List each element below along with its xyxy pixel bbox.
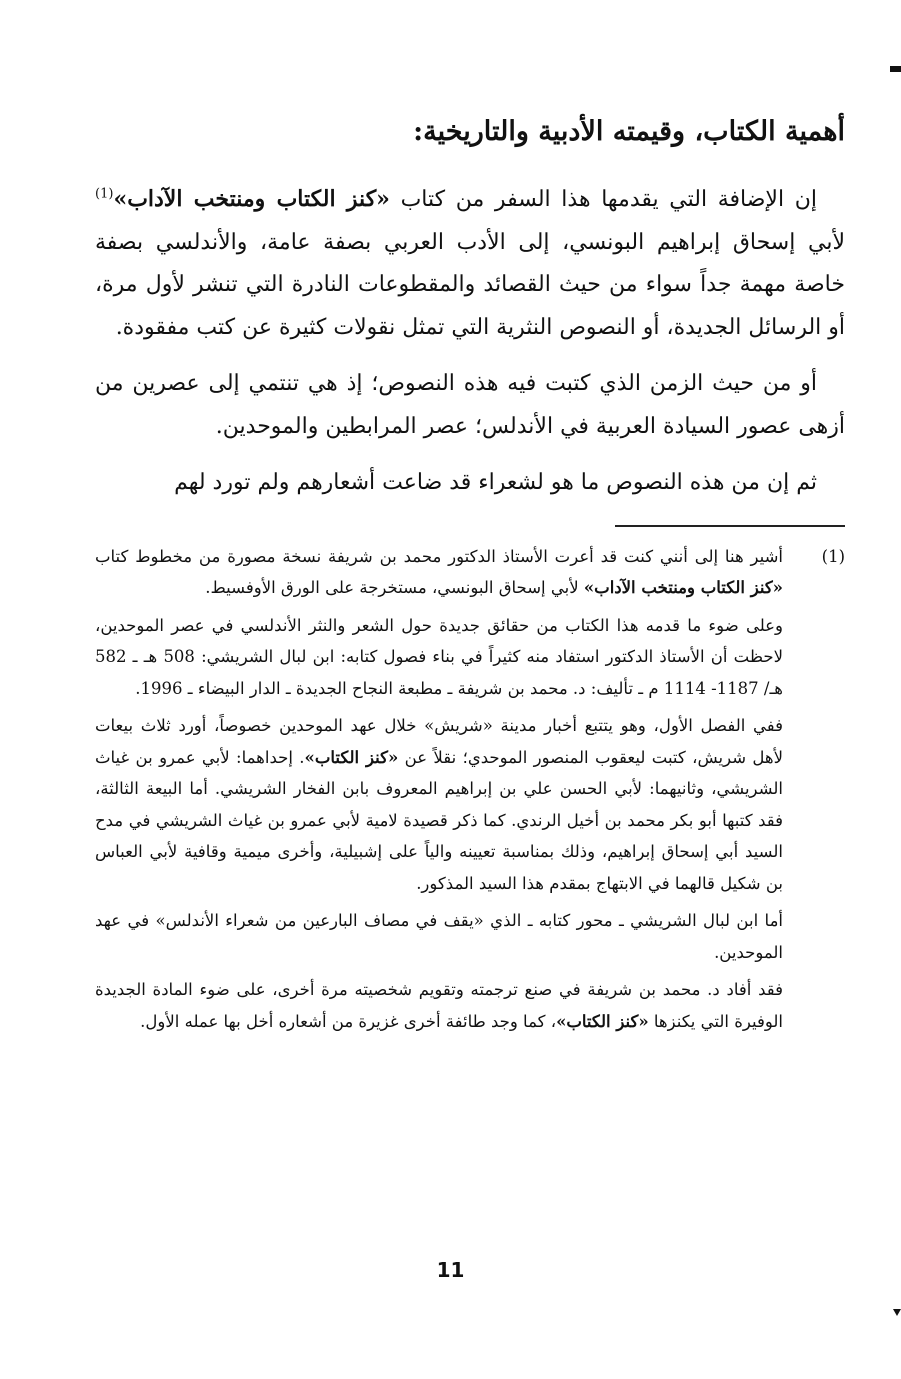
footnote-paragraph-2: وعلى ضوء ما قدمه هذا الكتاب من حقائق جديدة حول الشعر والنثر الأندلسي في عصر الموحدين، لاحظت أن الأستاذ الدكتور استفاد منه كثيراً في بناء فصول كتابه: ابن لبال الشريشي: 508 هـ ـ 582 هـ/ 1187- 1114 م ـ تأليف: د. محمد بن شريفة ـ مطبعة النجاح الجديدة ـ الدار البيضاء ـ 1996. <box>95 615 784 698</box>
footnote-text: أشير هنا إلى أنني كنت قد أعرت الأستاذ الدكتور محمد بن شريفة نسخة مصورة من مخطوط كتاب <box>95 546 783 566</box>
footnote-ref[interactable]: (1) <box>95 186 114 202</box>
book-title: «كنز الكتاب ومنتخب الآداب» <box>583 578 783 597</box>
section-heading: أهمية الكتاب، وقيمته الأدبية والتاريخية: <box>413 116 845 147</box>
footnote-text: فقد أفاد د. محمد بن شريفة في صنع ترجمته وتقويم شخصيته مرة أخرى، على ضوء المادة الجديدة الوفيرة التي يكنزها <box>95 980 783 1031</box>
book-title: «كنز الكتاب» <box>556 1011 649 1031</box>
book-title: «كنز الكتاب ومنتخب الآداب» <box>113 186 390 212</box>
page-number: 11 <box>436 1258 465 1282</box>
footnote-text: ففي الفصل الأول، وهو يتتبع أخبار مدينة «شريش» خلال عهد الموحدين خصوصاً، أورد ثلاث بيعات لأهل شريش، كتبت ليعقوب المنصور الموحدي؛ نقلاً عن <box>95 716 784 767</box>
body-paragraph-3: ثم إن من هذه النصوص ما هو لشعراء قد ضاعت أشعارهم ولم تورد لهم <box>174 470 817 495</box>
body-paragraph-2: أو من حيث الزمن الذي كتبت فيه هذه النصوص؛ إذ هي تنتمي إلى عصرين من أزهى عصور السيادة العربية في الأندلس؛ عصر المرابطين والموحدين. <box>95 371 845 439</box>
footnote-text: ، كما وجد طائفة أخرى غزيرة من أشعاره أخل بها عمله الأول. <box>140 1011 557 1031</box>
footnote-paragraph-3 <box>95 710 783 899</box>
footnote-number: (1) <box>821 546 845 566</box>
footnote <box>95 541 845 1038</box>
footnote-paragraph-4: أما ابن لبال الشريشي ـ محور كتابه ـ الذي «يقف في مصاف البارعين من شعراء الأندلس» في عهد الموحدين. <box>95 911 783 962</box>
paragraph-text: لأبي إسحاق إبراهيم البونسي، إلى الأدب العربي بصفة عامة، والأندلسي بصفة خاصة مهمة جداً سواء من حيث القصائد والمقطوعات النادرة التي تنشر لأول مرة، أو الرسائل الجديدة، أو النصوص النثرية التي تمثل نقولات كثيرة عن كتب مفقودة. <box>95 229 845 340</box>
footnote-paragraph-5 <box>95 974 783 1037</box>
body-paragraph-1 <box>95 178 845 349</box>
footnote-text: . إحداهما: لأبي عمرو بن غياث الشريشي، وثانيهما: لأبي الحسن علي بن إبراهيم المعروف بابن الفخار الشريشي. أما البيعة الثالثة، فقد كتبها أبو بكر محمد بن أخيل الرندي. كما ذكر قصيدة لامية لأبي عمرو بن غياث الشريشي في مدح السيد أبي إسحاق إبراهيم، وذلك بمناسبة تعيينه والياً على إشبيلية، وأخرى ميمية وقافية لأبي العباس بن شكيل قالهما في الابتهاج بمقدم هذا السيد المذكور. <box>95 747 783 893</box>
scan-edge-mark <box>890 66 901 72</box>
footnote-separator <box>615 525 845 527</box>
scan-edge-mark <box>893 1309 901 1316</box>
paragraph-text: إن الإضافة التي يقدمها هذا السفر من كتاب <box>389 187 817 212</box>
footnote-text: لأبي إسحاق البونسي، مستخرجة على الورق الأوفسيط. <box>205 578 584 597</box>
page-content <box>95 100 845 1043</box>
book-title: «كنز الكتاب» <box>304 747 399 767</box>
footnote-paragraph-1 <box>95 541 783 604</box>
